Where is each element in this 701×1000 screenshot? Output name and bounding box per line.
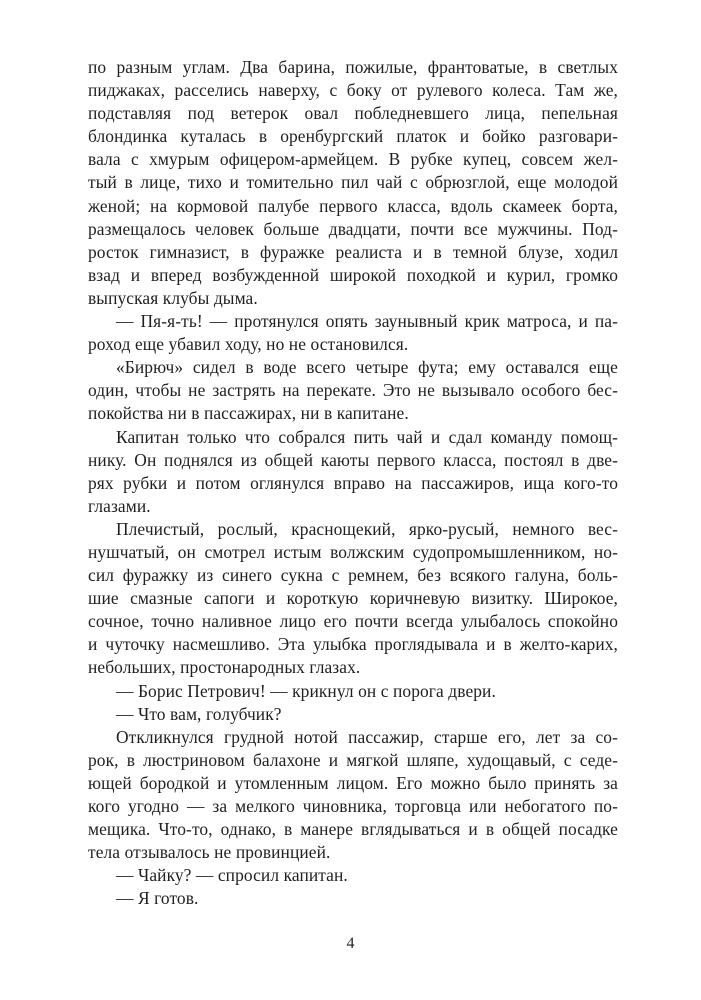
text-line: Плечистый, рослый, краснощекий, ярко-русый, немного вес- bbox=[116, 518, 618, 539]
text-line: женой; на кормовой палубе первого класса, вдоль скамеек борта, bbox=[88, 195, 618, 216]
text-line: тый в лице, тихо и томительно пил чай с обрюзглой, еще молодой bbox=[88, 172, 618, 193]
text-line: кого угодно — за мелкого чиновника, торговца или небогатого по- bbox=[88, 796, 618, 816]
text-line: рях рубки и потом оглянулся вправо на пассажиров, ища кого-то bbox=[88, 472, 618, 493]
text-line: глазами. bbox=[88, 495, 151, 516]
text-line: — Я готов. bbox=[116, 888, 199, 909]
text-line: рок, в люстриновом балахоне и мягкой шляпе, худощавый, с седе- bbox=[88, 749, 618, 770]
text-line: — Борис Петрович! — крикнул он с порога двери. bbox=[116, 680, 496, 701]
text-line: выпуская клубы дыма. bbox=[88, 287, 258, 308]
text-line: подставляя под ветерок овал побледневшего лица, пепельная bbox=[88, 103, 618, 124]
text-line: — Чайку? — спросил капитан. bbox=[116, 865, 348, 886]
text-line: пиджаках, расселись наверху, с боку от рулевого колеса. Там же, bbox=[88, 80, 618, 101]
text-line: тела отзывалось не провинцией. bbox=[88, 842, 331, 863]
text-line: по разным углам. Два барина, пожилые, франтоватые, в светлых bbox=[88, 57, 618, 77]
text-line: сочное, точно наливное лицо его почти всегда улыбалось спокойно bbox=[88, 611, 618, 632]
text-line: «Бирюч» сидел в воде всего четыре фута; ему оставался еще bbox=[116, 357, 618, 378]
text-line: небольших, простонародных глазах. bbox=[88, 657, 361, 678]
text-line: покойства ни в пассажирах, ни в капитане. bbox=[88, 403, 409, 424]
text-line: росток гимназист, в фуражке реалиста и в темной блузе, ходил bbox=[88, 241, 618, 262]
text-line: мещика. Что-то, однако, в манере вглядываться и в общей посадке bbox=[88, 819, 618, 840]
page-number: 4 bbox=[346, 935, 355, 952]
text-line: нушчатый, он смотрел истым волжским судопромышленником, но- bbox=[88, 541, 618, 562]
text-line: один, чтобы не застрять на перекате. Это не вызывало особого бес- bbox=[88, 380, 618, 401]
book-page-text bbox=[88, 56, 618, 910]
text-line: вала с хмурым офицером-армейцем. В рубке купец, совсем жел- bbox=[88, 149, 618, 170]
text-line: ющей бородкой и утомленным лицом. Его можно было принять за bbox=[88, 772, 618, 793]
text-line: шие смазные сапоги и короткую коричневую визитку. Широкое, bbox=[88, 588, 618, 609]
text-line: взад и вперед возбужденной широкой походкой и курил, громко bbox=[88, 264, 618, 285]
text-line: сил фуражку из синего сукна с ремнем, без всякого галуна, боль- bbox=[88, 565, 618, 586]
text-line: Капитан только что собрался пить чай и сдал команду помощ- bbox=[116, 426, 618, 447]
text-line: — Пя-я-ть! — протянулся опять заунывный крик матроса, и па- bbox=[116, 311, 618, 332]
text-line: роход еще убавил ходу, но не остановился. bbox=[88, 334, 409, 355]
text-line: размещалось человек больше двадцати, почти все мужчины. Под- bbox=[88, 218, 618, 239]
text-line: — Что вам, голубчик? bbox=[116, 703, 282, 724]
text-line: нику. Он поднялся из общей каюты первого класса, постоял в две- bbox=[88, 449, 618, 470]
text-line: и чуточку насмешливо. Эта улыбка проглядывала и в желто-карих, bbox=[88, 634, 618, 655]
text-line: Откликнулся грудной нотой пассажир, старше его, лет за со- bbox=[116, 726, 618, 747]
text-line: блондинка куталась в оренбургский платок и бойко разговари- bbox=[88, 126, 618, 147]
